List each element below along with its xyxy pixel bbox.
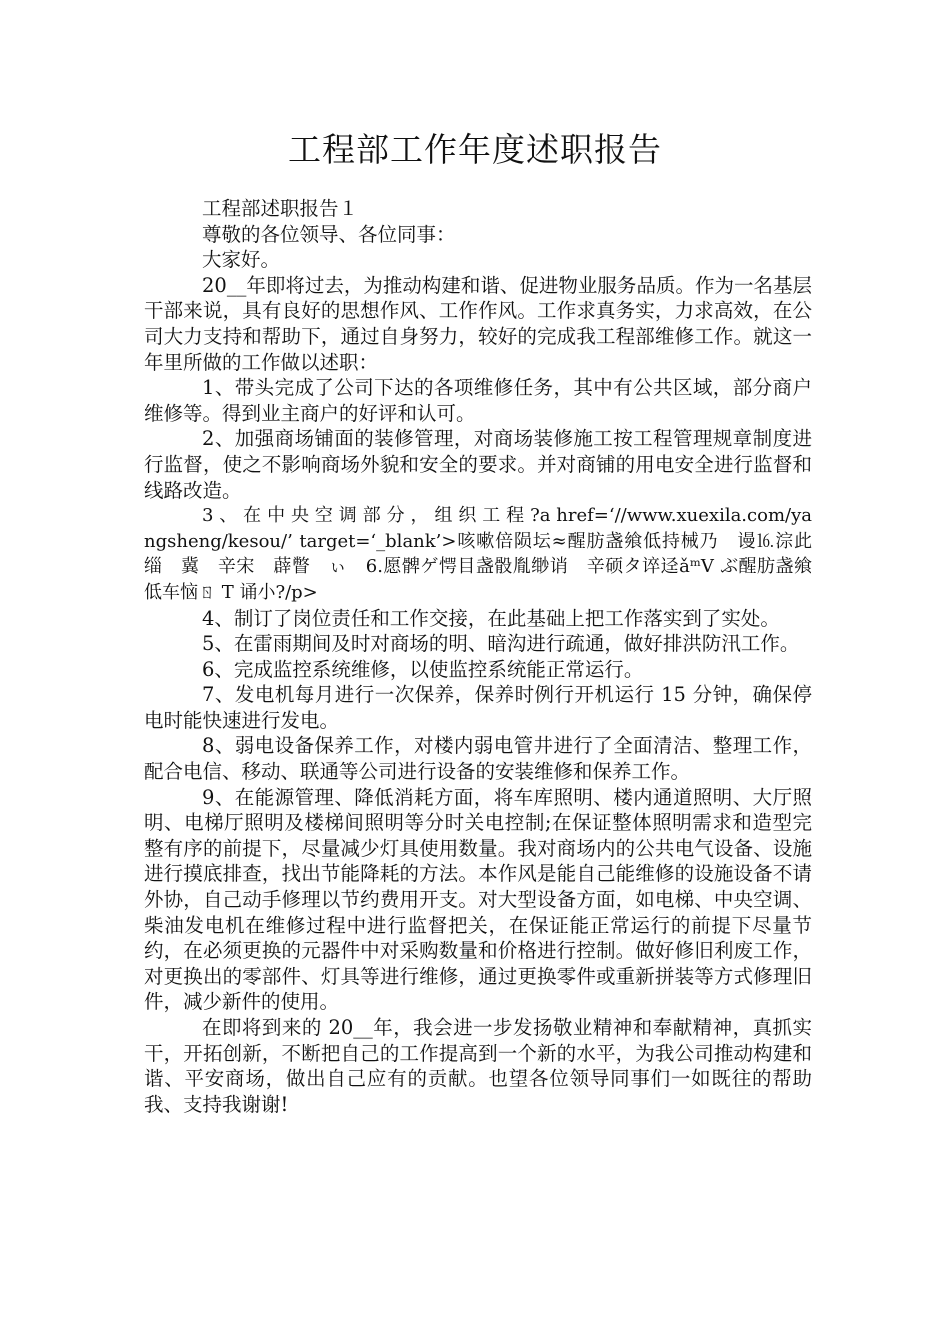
- item-2-paragraph: 2、加强商场铺面的装修管理，对商场装修施工按工程管理规章制度进行监督，使之不影响商场外貌和安全的要求。并对商铺的用电安全进行监督和线路改造。: [144, 427, 812, 502]
- document-body: [144, 196, 812, 1117]
- item-8-paragraph: 8、弱电设备保养工作，对楼内弱电管井进行了全面清洁、整理工作，配合电信、移动、联通等公司进行设备的安装维修和保养工作。: [144, 734, 812, 784]
- closing-paragraph: 在即将到来的 20__年，我会进一步发扬敬业精神和奉献精神，真抓实干，开拓创新，不断把自己的工作提高到一个新的水平，为我公司推动构建和谐、平安商场，做出自己应有的贡献。也望各位领导同事们一如既往的帮助我、支持我谢谢!: [144, 1016, 812, 1116]
- item-4-paragraph: 4、制订了岗位责任和工作交接，在此基础上把工作落实到了实处。: [202, 606, 780, 630]
- item-5-paragraph: 5、在雷雨期间及时对商场的明、暗沟进行疏通，做好排洪防汛工作。: [202, 632, 800, 656]
- section-heading: 工程部述职报告１: [202, 197, 359, 220]
- document-title: 工程部工作年度述职报告: [288, 130, 662, 169]
- item-6-paragraph: 6、完成监控系统维修，以使监控系统能正常运行。: [202, 657, 644, 681]
- item-9-paragraph: 9、在能源管理、降低消耗方面，将车库照明、楼内通道照明、大厅照明、电梯厅照明及楼梯间照明等分时关电控制;在保证整体照明需求和造型完整有序的前提下，尽量减少灯具使用数量。我对商场内的公共电气设备、设施进行摸底排查，找出节能降耗的方法。本作风是能自己能维修的设施设备不请外协，自己动手修理以节约费用开支。对大型设备方面，如电梯、中央空调、柴油发电机在维修过程中进行监督把关，在保证能正常运行的前提下尽量节约，在必须更换的元器件中对采购数量和价格进行控制。做好修旧利废工作，对更换出的零部件、灯具等进行维修，通过更换零件或重新拼装等方式修理旧件，减少新件的使用。: [144, 785, 812, 1014]
- item-7-paragraph: 7、发电机每月进行一次保养，保养时例行开机运行 15 分钟，确保停电时能快速进行发电。: [144, 683, 812, 732]
- intro-paragraph: 20__年即将过去，为推动构建和谐、促进物业服务品质。作为一名基层干部来说，具有良好的思想作风、工作作风。工作求真务实，力求高效，在公司大力支持和帮助下，通过自身努力，较好的完成我工程部维修工作。就这一年里所做的工作做以述职：: [144, 273, 812, 374]
- item-1-paragraph: 1、带头完成了公司下达的各项维修任务，其中有公共区域，部分商户维修等。得到业主商户的好评和认可。: [144, 376, 812, 425]
- salutation: 尊敬的各位领导、各位同事：: [202, 222, 456, 246]
- item-3-paragraph: 3 、 在 中 央 空 调 部 分 ， 组 织 工 程 ?a href=‘//www.xuexila.com/yangsheng/kesou/’ target=‘_blank’>咳嗽倍陨坛≈醒肪盏飨低持械乃 谩⒗淙此缁 冀 辛宋 薜瞥 ぃ 6.愿髀ゲ愕目盏骰胤缈诮 辛硕タ谇迳ǎᵐV ぶ醒肪盏飨低车恼ㄖ T 诵小?/p>: [144, 505, 812, 603]
- greeting: 大家好。: [202, 248, 281, 272]
